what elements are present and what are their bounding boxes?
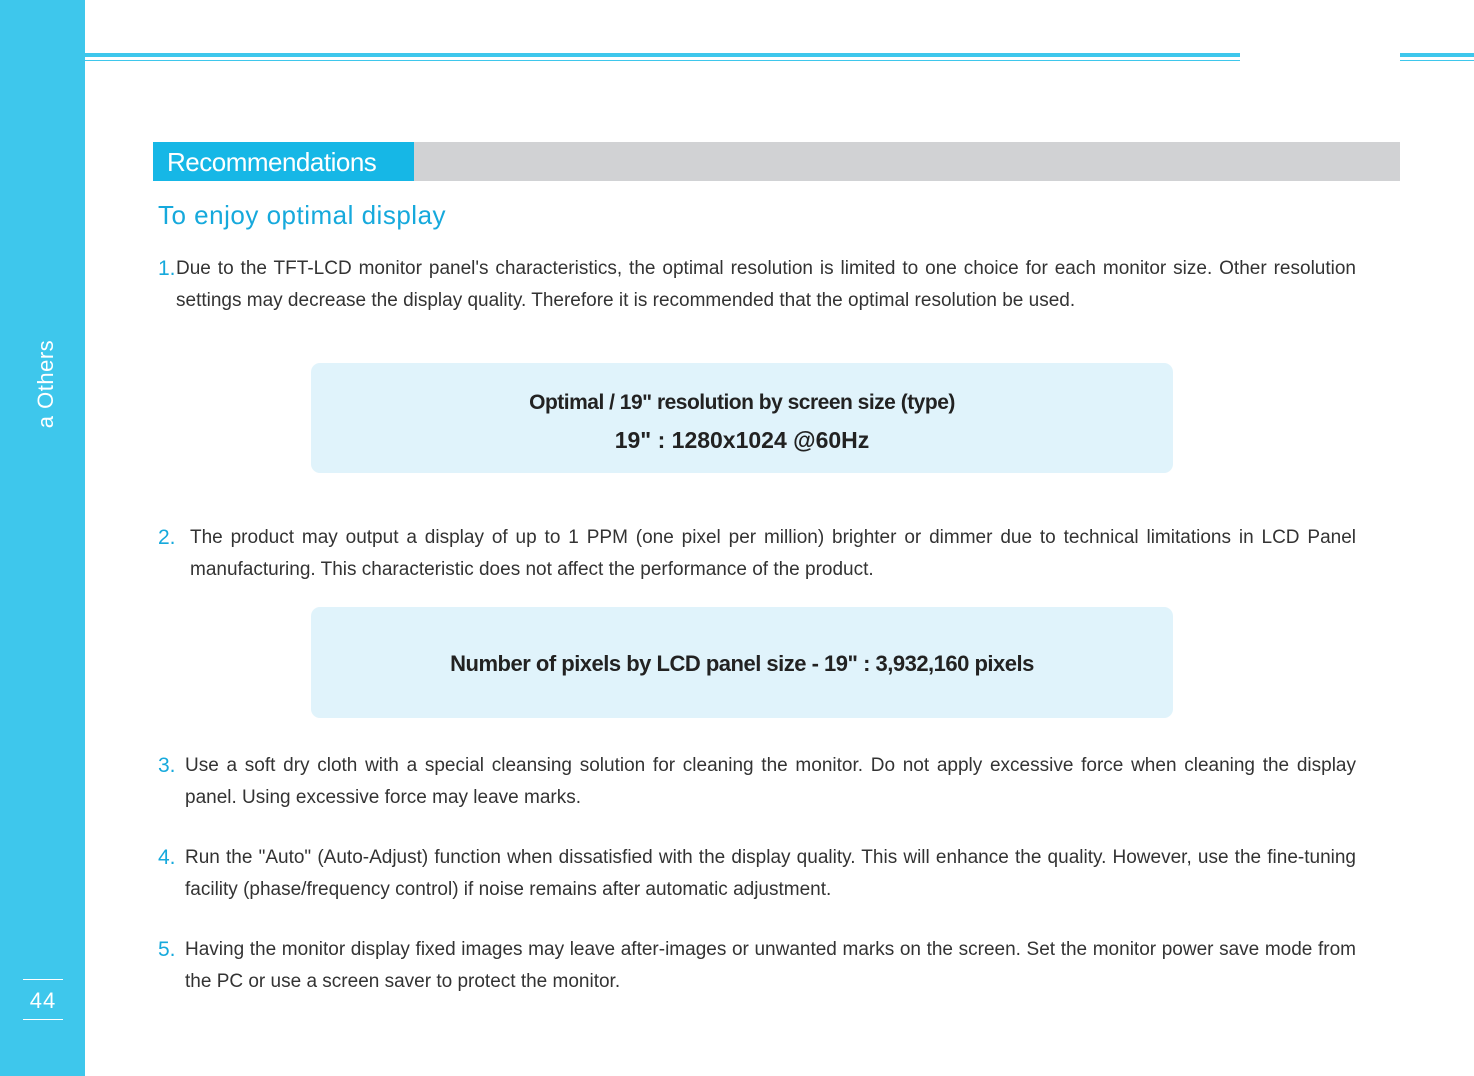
section-label: a Others (33, 339, 58, 429)
list-item (158, 842, 1356, 906)
list-item (158, 522, 1356, 586)
sidebar (0, 0, 85, 1076)
resolution-info-box (311, 363, 1173, 473)
resolution-box-title: Optimal / 19" resolution by screen size (type) (529, 391, 955, 414)
item-number: 4. (158, 846, 176, 869)
list-item (158, 253, 1356, 317)
header-rule-thin (85, 60, 1240, 61)
header-rule-right (1400, 53, 1474, 57)
item-number: 5. (158, 938, 176, 961)
item-number: 2. (158, 526, 176, 549)
page-number-rule-bottom (23, 1019, 63, 1020)
pixels-box-text: Number of pixels by LCD panel size - 19" : 3,932,160 pixels (450, 651, 1034, 676)
item-text: Use a soft dry cloth with a special cleansing solution for cleaning the monitor. Do not apply excessive force when cleaning the display panel. Using excessive force may leave marks. (185, 755, 1356, 808)
list-item (158, 750, 1356, 814)
header-rule-right-thin (1400, 60, 1474, 61)
section-tab: Recommendations (153, 142, 414, 181)
page-number: 44 (29, 988, 57, 1013)
page-subtitle: To enjoy optimal display (158, 200, 447, 230)
pixels-info-box (311, 607, 1173, 718)
list-item (158, 934, 1356, 998)
item-text: Having the monitor display fixed images may leave after-images or unwanted marks on the screen. Set the monitor power save mode from the PC or use a screen saver to protect the monitor. (185, 939, 1356, 992)
item-number: 1. (158, 257, 176, 280)
item-text: Run the "Auto" (Auto-Adjust) function when dissatisfied with the display quality. This will enhance the quality. However, use the fine-tuning facility (phase/frequency control) if noise remains after automatic adjustment. (185, 847, 1356, 900)
resolution-box-value: 19" : 1280x1024 @60Hz (614, 427, 870, 453)
item-text: Due to the TFT-LCD monitor panel's characteristics, the optimal resolution is limited to one choice for each monitor size. Other resolution settings may decrease the display quality. Therefore it is recommended that the optimal resolution be used. (176, 258, 1356, 311)
item-number: 3. (158, 754, 176, 777)
item-text: The product may output a display of up to 1 PPM (one pixel per million) brighter or dimmer due to technical limitations in LCD Panel manufacturing. This characteristic does not affect the performance of the product. (190, 527, 1356, 580)
page-number-rule-top (23, 979, 63, 980)
header-rule (85, 53, 1240, 57)
